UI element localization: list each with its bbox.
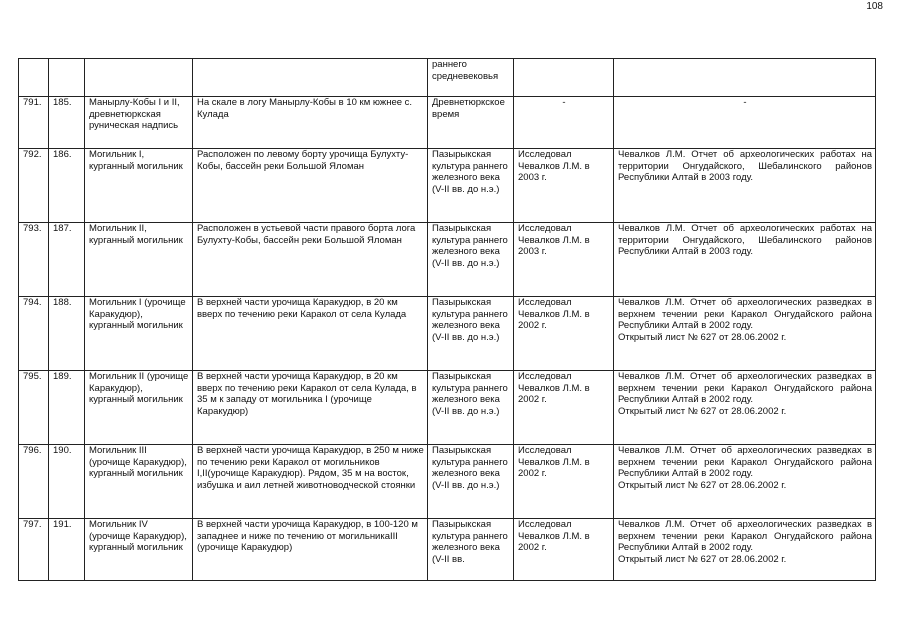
- row-number: 792.: [23, 149, 42, 160]
- row-number: 795.: [23, 371, 42, 382]
- table-row: [19, 371, 876, 445]
- monument-researcher-cell: [514, 97, 614, 149]
- monument-period: Пазырыкская культура раннего железного века (V-II вв. до н.э.): [432, 149, 508, 195]
- row-subnumber-cell: [49, 297, 85, 371]
- monument-researcher-cell: [514, 519, 614, 581]
- monument-location: На скале в логу Манырлу-Кобы в 10 км южнее с. Кулада: [197, 97, 413, 120]
- monument-report-cell: [614, 371, 876, 445]
- monument-researcher: -: [562, 97, 566, 108]
- monument-location: Расположен по левому борту урочища Булухту-Кобы, бассейн реки Большой Яломан: [197, 149, 409, 172]
- monument-researcher: Исследовал Чевалков Л.М. в 2002 г.: [518, 519, 590, 554]
- monument-period: Пазырыкская культура раннего железного века (V-II вв. до н.э.): [432, 371, 508, 417]
- monument-report: Чевалков Л.М. Отчет об археологических разведках в верхнем течении реки Каракол Онгудайского района Республики Алтай в 2002 году.: [618, 519, 872, 554]
- monument-name-cell: [85, 59, 193, 97]
- table-row: [19, 149, 876, 223]
- row-subnumber: 189.: [53, 371, 72, 382]
- permit-text: Открытый лист № 627 от 28.06.2002 г.: [618, 331, 787, 343]
- monument-name: Могильник II, курганный могильник: [89, 223, 183, 246]
- monument-location-cell: [193, 149, 428, 223]
- monument-period: Пазырыкская культура раннего железного века (V-II вв. до н.э.): [432, 223, 508, 269]
- monument-location-cell: [193, 223, 428, 297]
- monument-location: В верхней части урочища Каракудюр, в 20 км вверх по течению реки Каракол от села Кулада: [197, 297, 407, 320]
- monument-name-cell: [85, 97, 193, 149]
- monument-period: раннего средневековья: [432, 59, 499, 82]
- monument-name-cell: [85, 519, 193, 581]
- monument-name: Могильник II (урочище Каракудюр), курганный могильник: [89, 371, 189, 406]
- monument-period-cell: [428, 59, 514, 97]
- monument-report: -: [743, 97, 747, 108]
- monument-researcher-cell: [514, 445, 614, 519]
- row-number-cell: [19, 59, 49, 97]
- monument-name: Могильник I, курганный могильник: [89, 149, 183, 172]
- monument-period-cell: [428, 297, 514, 371]
- row-number-cell: [19, 519, 49, 581]
- row-subnumber-cell: [49, 59, 85, 97]
- monument-location-cell: [193, 445, 428, 519]
- row-subnumber: 187.: [53, 223, 72, 234]
- monument-report: Чевалков Л.М. Отчет об археологических работах на территории Онгудайского, Шебалинского районов Республики Алтай в 2003 году.: [618, 149, 872, 184]
- monument-name-cell: [85, 371, 193, 445]
- monument-report-cell: [614, 297, 876, 371]
- row-subnumber: 185.: [53, 97, 72, 108]
- permit-text: Открытый лист № 627 от 28.06.2002 г.: [618, 553, 787, 565]
- monument-period-cell: [428, 519, 514, 581]
- monument-report-cell: [614, 519, 876, 581]
- monuments-table: [18, 58, 876, 581]
- monument-location-cell: [193, 519, 428, 581]
- row-number: 796.: [23, 445, 42, 456]
- monument-report-cell: [614, 223, 876, 297]
- monument-period: Пазырыкская культура раннего железного века (V-II вв. до н.э.): [432, 297, 508, 343]
- monument-period-cell: [428, 445, 514, 519]
- monument-period-cell: [428, 97, 514, 149]
- row-subnumber-cell: [49, 223, 85, 297]
- row-subnumber-cell: [49, 371, 85, 445]
- monument-name-cell: [85, 297, 193, 371]
- monument-researcher-cell: [514, 371, 614, 445]
- monument-report-cell: [614, 149, 876, 223]
- permit-text: Открытый лист № 627 от 28.06.2002 г.: [618, 405, 787, 417]
- monument-name: Могильник IV (урочище Каракудюр), курганный могильник: [89, 519, 187, 554]
- monument-period-cell: [428, 149, 514, 223]
- monument-name-cell: [85, 149, 193, 223]
- monument-report-cell: [614, 97, 876, 149]
- monument-period: Древнетюркское время: [432, 97, 505, 120]
- row-subnumber-cell: [49, 97, 85, 149]
- monument-researcher-cell: [514, 297, 614, 371]
- row-subnumber: 190.: [53, 445, 72, 456]
- monument-name-cell: [85, 445, 193, 519]
- monument-location: Расположен в устьевой части правого борта лога Булухту-Кобы, бассейн реки Большой Яломан: [197, 223, 416, 246]
- monument-period: Пазырыкская культура раннего железного века (V-II вв. до н.э.): [432, 445, 508, 491]
- monument-period: Пазырыкская культура раннего железного века (V-II вв.: [432, 519, 508, 565]
- row-number: 797.: [23, 519, 42, 530]
- permit-text: Открытый лист № 627 от 28.06.2002 г.: [618, 479, 787, 491]
- row-subnumber: 191.: [53, 519, 72, 530]
- table-row: [19, 59, 876, 97]
- monument-report-cell: [614, 445, 876, 519]
- monument-location: В верхней части урочища Каракудюр, в 250 м ниже по течению реки Каракол от могильников I,II(урочище Каракудюр). Рядом, 35 м на восток, избушка и аил летней животноводческой стоянки: [197, 445, 424, 491]
- monument-report-cell: [614, 59, 876, 97]
- table-row: [19, 297, 876, 371]
- table-row: [19, 445, 876, 519]
- row-number-cell: [19, 371, 49, 445]
- row-subnumber: 186.: [53, 149, 72, 160]
- monument-report: Чевалков Л.М. Отчет об археологических работах на территории Онгудайского, Шебалинского районов Республики Алтай в 2003 году.: [618, 223, 872, 258]
- monument-location-cell: [193, 297, 428, 371]
- row-number: 794.: [23, 297, 42, 308]
- row-subnumber-cell: [49, 149, 85, 223]
- row-subnumber-cell: [49, 445, 85, 519]
- table-row: [19, 519, 876, 581]
- monument-name: Манырлу-Кобы I и II, древнетюркская руническая надпись: [89, 97, 180, 132]
- page-number: 108: [866, 1, 883, 12]
- table-row: [19, 97, 876, 149]
- monument-location-cell: [193, 97, 428, 149]
- monument-report: Чевалков Л.М. Отчет об археологических разведках в верхнем течении реки Каракол Онгудайского района Республики Алтай в 2002 году.: [618, 297, 872, 332]
- monument-researcher-cell: [514, 59, 614, 97]
- monument-location-cell: [193, 371, 428, 445]
- table-row: [19, 223, 876, 297]
- monument-researcher-cell: [514, 149, 614, 223]
- monument-researcher-cell: [514, 223, 614, 297]
- monument-report: Чевалков Л.М. Отчет об археологических разведках в верхнем течении реки Каракол Онгудайского района Республики Алтай в 2002 году.: [618, 371, 872, 406]
- monument-location: В верхней части урочища Каракудюр, в 100-120 м западнее и ниже по течению от могильникаIII (урочище Каракудюр): [197, 519, 418, 554]
- monument-location-cell: [193, 59, 428, 97]
- row-number-cell: [19, 97, 49, 149]
- monument-researcher: Исследовал Чевалков Л.М. в 2002 г.: [518, 297, 590, 332]
- table-body: [19, 59, 876, 581]
- row-number-cell: [19, 149, 49, 223]
- monument-researcher: Исследовал Чевалков Л.М. в 2002 г.: [518, 445, 590, 480]
- row-number-cell: [19, 223, 49, 297]
- row-number: 793.: [23, 223, 42, 234]
- row-number-cell: [19, 445, 49, 519]
- row-number-cell: [19, 297, 49, 371]
- row-subnumber: 188.: [53, 297, 72, 308]
- monument-researcher: Исследовал Чевалков Л.М. в 2003 г.: [518, 223, 590, 258]
- monument-name-cell: [85, 223, 193, 297]
- monument-period-cell: [428, 371, 514, 445]
- monument-report: Чевалков Л.М. Отчет об археологических разведках в верхнем течении реки Каракол Онгудайского района Республики Алтай в 2002 году.: [618, 445, 872, 480]
- monument-name: Могильник III (урочище Каракудюр), курганный могильник: [89, 445, 187, 480]
- monument-researcher: Исследовал Чевалков Л.М. в 2003 г.: [518, 149, 590, 184]
- row-number: 791.: [23, 97, 42, 108]
- monument-period-cell: [428, 223, 514, 297]
- monument-name: Могильник I (урочище Каракудюр), курганный могильник: [89, 297, 186, 332]
- row-subnumber-cell: [49, 519, 85, 581]
- monument-location: В верхней части урочища Каракудюр, в 20 км вверх по течению реки Каракол от села Кулада, в 35 м к западу от могильника I (урочище Каракудюр): [197, 371, 417, 417]
- monument-researcher: Исследовал Чевалков Л.М. в 2002 г.: [518, 371, 590, 406]
